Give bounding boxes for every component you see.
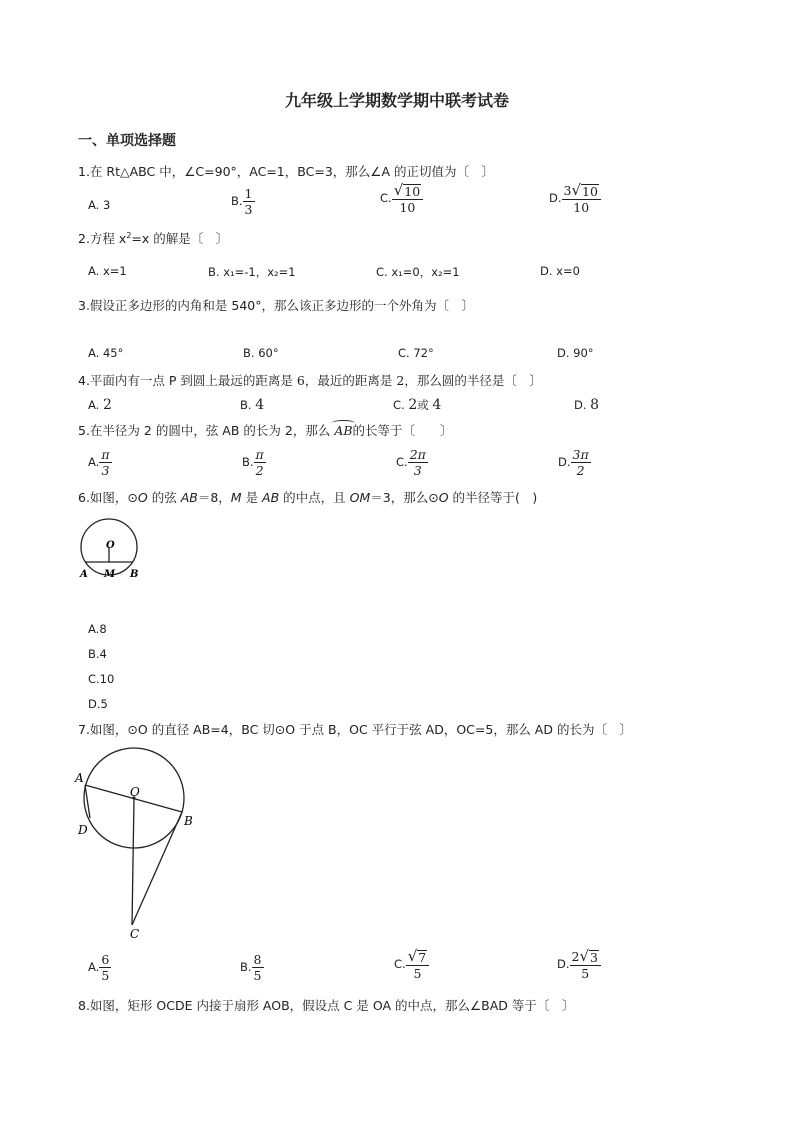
- q5-option-b: B. $\frac{\pi}{2}$: [242, 447, 264, 479]
- q7-segment-oc: [132, 798, 134, 925]
- q6-option-b: B.4: [88, 647, 107, 661]
- q6-label-o: O: [106, 540, 115, 551]
- q4-option-d: D. 8: [574, 397, 600, 413]
- q6-label-a: A: [80, 569, 88, 580]
- q7-label-d: D: [78, 823, 88, 837]
- q6-figure: [76, 516, 146, 582]
- question-2-stem: 2.方程 $x^2=x$ 的解是〔 〕: [78, 230, 229, 246]
- q5-option-a: A. $\frac{\pi}{3}$: [88, 447, 110, 479]
- q7-option-d: D. 2 √ 3 5: [557, 949, 601, 980]
- q2-option-a: A. x=1: [88, 264, 127, 278]
- section-heading: 一、单项选择题: [78, 133, 176, 149]
- q2-option-c: C. x₁=0，x₂=1: [376, 265, 460, 279]
- q7-label-c: C: [130, 927, 140, 941]
- q5-option-d: D. $\frac{3\pi}{2}$: [558, 447, 589, 479]
- q4-option-a: A. 2: [88, 397, 112, 413]
- q1-option-d: D. 3 √ 10 10: [549, 183, 601, 214]
- q7-label-a: A: [75, 771, 84, 785]
- q3-option-d: D. 90°: [557, 346, 594, 360]
- q2-option-b: B. x₁=-1，x₂=1: [208, 265, 296, 279]
- q6-option-c: C.10: [88, 672, 115, 686]
- q6-option-d: D.5: [88, 697, 108, 711]
- question-5-stem: 5.在半径为 2 的圆中，弦 AB 的长为 2，那么 AB的长等于〔 〕: [78, 423, 453, 438]
- q7-option-c: C. √ 7 5: [394, 949, 429, 980]
- q6-option-a: A.8: [88, 622, 107, 636]
- q7-option-a: A. $\frac{6}{5}$: [88, 952, 110, 984]
- q3-option-b: B. 60°: [243, 346, 279, 360]
- q4-option-b: B. 4: [240, 397, 265, 413]
- q2-option-d: D. x=0: [540, 264, 580, 278]
- arc-ab: AB: [334, 423, 353, 438]
- q7-option-b: B. $\frac{8}{5}$: [240, 952, 262, 984]
- q3-option-a: A. 45°: [88, 346, 124, 360]
- q7-label-o: O: [130, 785, 140, 799]
- question-4-stem: 4.平面内有一点 P 到圆上最远的距离是 6，最近的距离是 2，那么圆的半径是〔 〕: [78, 373, 542, 388]
- q6-label-b: B: [130, 569, 139, 580]
- q5-option-c: C. $\frac{2\pi}{3}$: [396, 447, 426, 479]
- page-title: 九年级上学期数学期中联考试卷: [284, 91, 509, 110]
- question-8-stem: 8.如图，矩形 OCDE 内接于扇形 AOB，假设点 C 是 OA 的中点，那么∠BAD 等于〔 〕: [78, 998, 575, 1013]
- q4-option-c: C. 2或 4: [393, 397, 442, 413]
- q1-option-a: A. 3: [88, 198, 111, 212]
- q1-option-b: B. $\frac{1}{3}$: [231, 186, 253, 218]
- q1-option-c: C. √ 10 10: [380, 183, 423, 214]
- q7-figure: [70, 740, 200, 945]
- question-7-stem: 7.如图，⊙O 的直径 AB=4，BC 切⊙O 于点 B，OC 平行于弦 AD，OC=5，那么 AD 的长为〔 〕: [78, 722, 632, 737]
- question-1-stem: 1.在 Rt△ABC 中，∠C=90°，AC=1，BC=3，那么∠A 的正切值为〔 〕: [78, 164, 494, 179]
- q7-label-b: B: [184, 814, 193, 828]
- q3-option-c: C. 72°: [398, 346, 434, 360]
- q7-tangent-bc: [132, 812, 182, 925]
- question-6-stem: 6.如图，⊙O 的弦 AB＝8，M 是 AB 的中点，且 OM＝3，那么⊙O 的半径等于( ): [78, 490, 538, 505]
- q6-label-m: M: [104, 569, 116, 580]
- question-3-stem: 3.假设正多边形的内角和是 540°，那么该正多边形的一个外角为〔 〕: [78, 298, 475, 313]
